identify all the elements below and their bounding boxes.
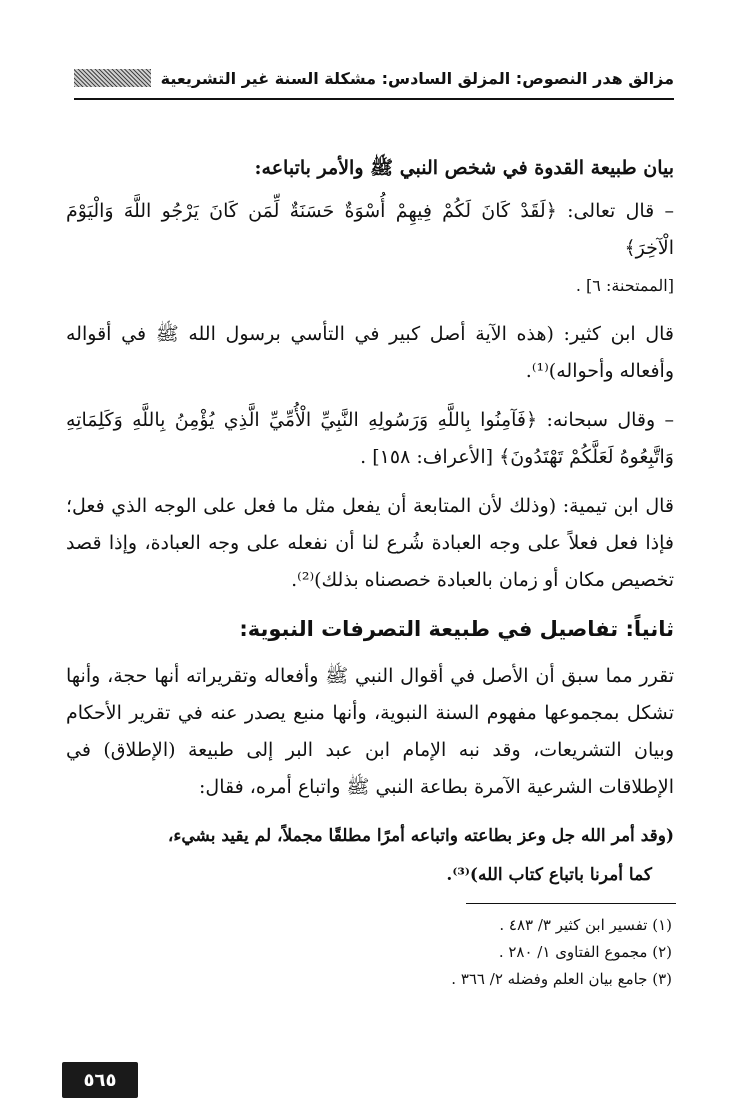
footnotes [64,912,672,993]
ibn-taymiyya-quote: قال ابن تيمية: (وذلك لأن المتابعة أن يفعل مثل ما فعل على الوجه الذي فعل؛ فإذا فعل فعلاً على وجه العبادة شُرع لنا أن نفعله على وجه العبادة، وإذا قصد تخصيص مكان أو زمان بالعبادة خصصناه بذلك)⁽²⁾. [66,495,674,591]
verse-mumtahana-reference: [الممتحنة: ٦] . [575,276,674,295]
verse-mumtahana: – قال تعالى: ﴿لَقَدْ كَانَ لَكُمْ فِيهِمْ أُسْوَةٌ حَسَنَةٌ لِّمَن كَانَ يَرْجُو اللَّهَ وَالْيَوْمَ الْآخِرَ﴾ [66,200,674,259]
running-header-title: مزالق هدر النصوص: المزلق السادس: مشكلة السنة غير التشريعية [160,68,674,88]
header-hatch-decoration [74,69,151,87]
verse-araf: – وقال سبحانه: ﴿فَآمِنُوا بِاللَّهِ وَرَسُولِهِ النَّبِيِّ الْأُمِّيِّ الَّذِي يُؤْمِنُ بِاللَّهِ وَكَلِمَاتِهِ وَاتَّبِعُوهُ لَعَلَّكُمْ تَهْتَدُونَ﴾ [الأعراف: ١٥٨] . [66,409,674,468]
main-text [66,150,674,894]
footnote-2: (٢) مجموع الفتاوى ١/ ٢٨٠ . [498,943,672,961]
section-paragraph: تقرر مما سبق أن الأصل في أقوال النبي ﷺ وأفعاله وتقريراته أنها حجة، وأنها تشكل بمجموعها مفهوم السنة النبوية، وأنها منبع يصدر عنه في تقرير الأحكام وبيان التشريعات، وقد نبه الإمام ابن عبد البر إلى طبيعة (الإطلاق) في الإطلاقات الشرعية الآمرة بطاعة النبي ﷺ واتباع أمره، فقال: [66,665,674,798]
footnote-divider [466,903,676,904]
section-title: ثانياً: تفاصيل في طبيعة التصرفات النبوية: [239,617,674,641]
footnote-3: (٣) جامع بيان العلم وفضله ٢/ ٣٦٦ . [451,970,672,988]
footnote-1: (١) تفسير ابن كثير ٣/ ٤٨٣ . [499,916,672,934]
page-number: ٥٦٥ [62,1062,138,1098]
ibn-kathir-quote: قال ابن كثير: (هذه الآية أصل كبير في التأسي برسول الله ﷺ في أقواله وأفعاله وأحواله)⁽¹⁾. [66,323,674,382]
ibn-abd-al-barr-quote-line-1: (وقد أمر الله جل وعز بطاعته واتباعه أمرًا مطلقًا مجملاً، لم يقيد بشيء، [167,826,674,846]
subheading: بيان طبيعة القدوة في شخص النبي ﷺ والأمر باتباعه: [254,157,674,179]
running-header [74,58,674,100]
ibn-abd-al-barr-quote-line-2: كما أمرنا باتباع كتاب الله)⁽³⁾. [446,865,652,885]
